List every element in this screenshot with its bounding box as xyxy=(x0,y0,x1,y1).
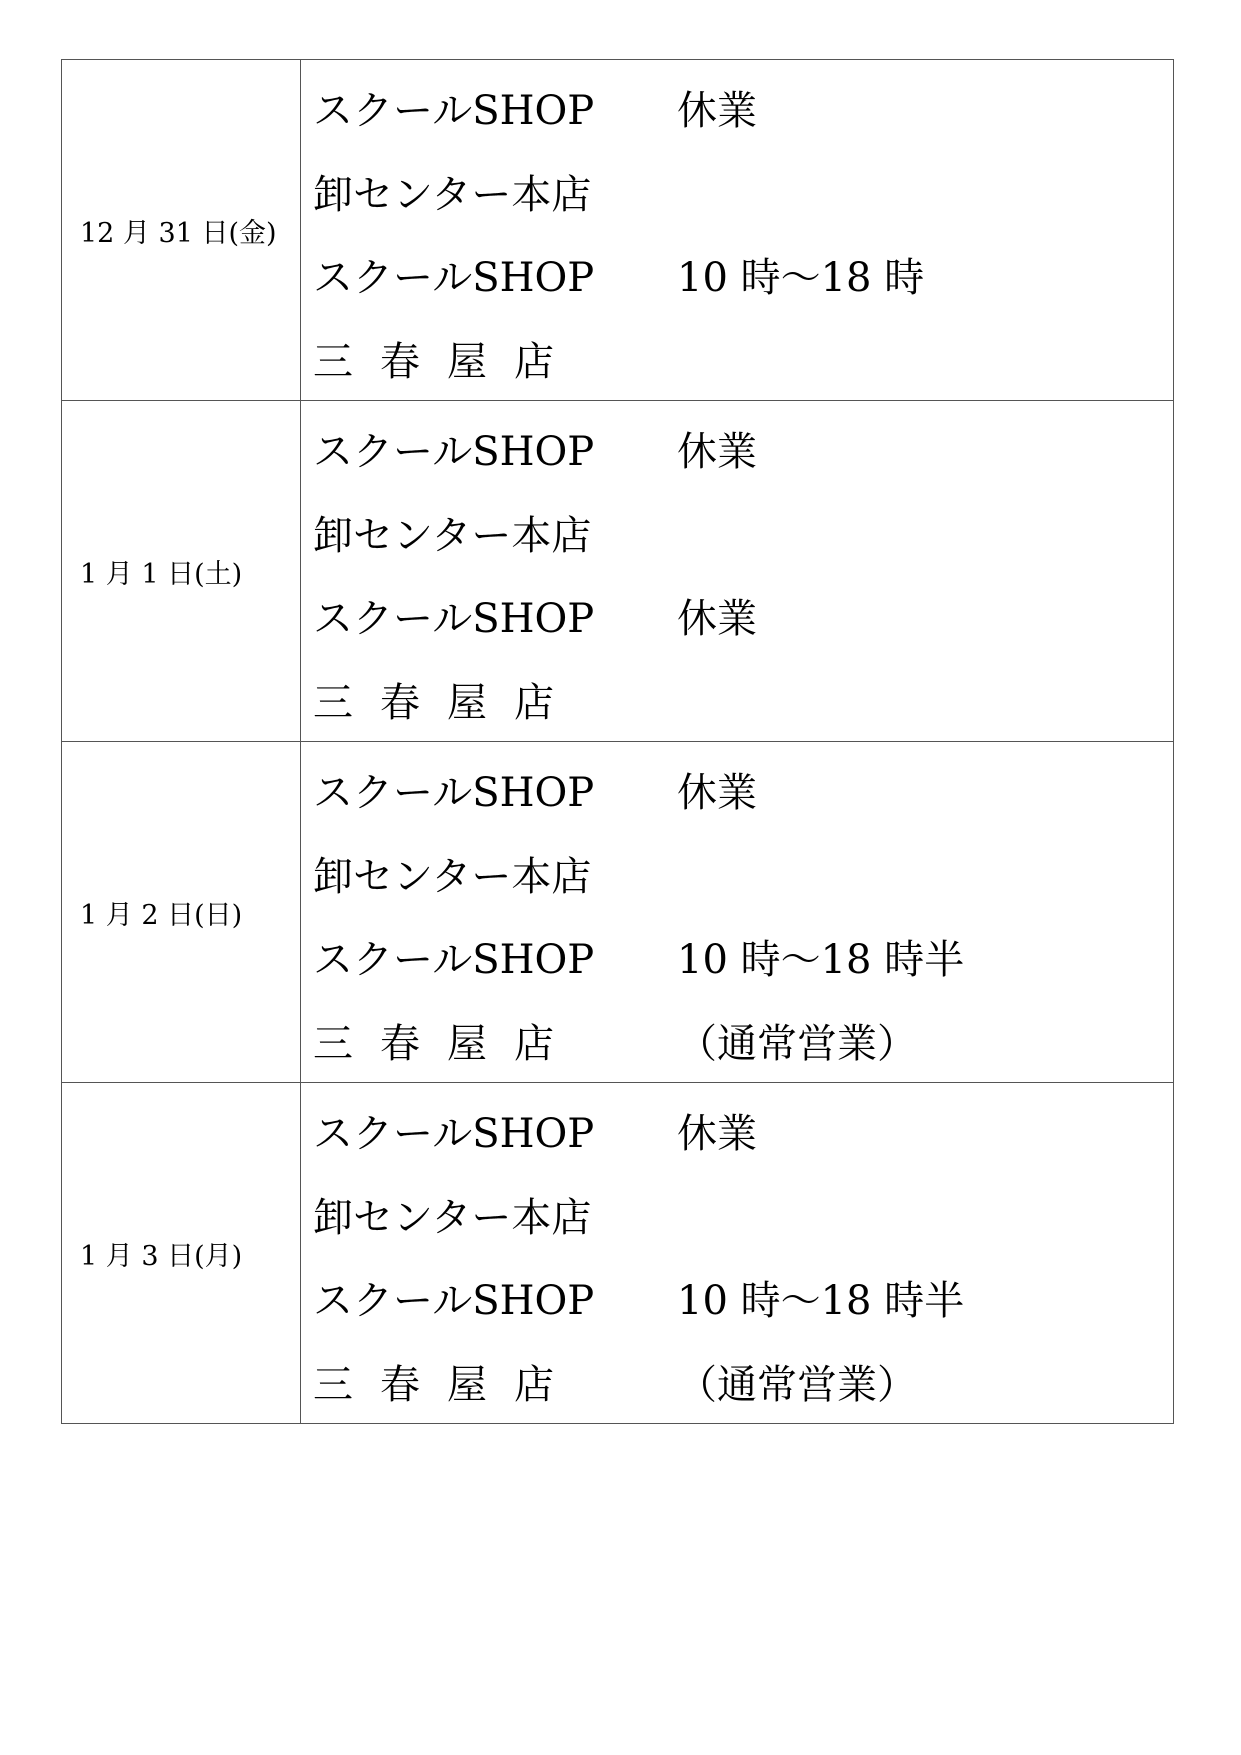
store-hours-cell xyxy=(301,742,1174,1083)
store-status: （通常営業） xyxy=(677,1361,917,1408)
store-location: 卸センター本店 xyxy=(313,512,592,559)
store-name: スクールSHOP xyxy=(313,255,595,302)
store-location: 三春屋店 xyxy=(313,338,581,385)
store-line-location xyxy=(313,491,1173,575)
store-status: 休業 xyxy=(677,88,757,135)
store-line-school-shop xyxy=(313,233,1173,317)
store-status: 10 時～18 時半 xyxy=(677,1278,965,1325)
store-location: 卸センター本店 xyxy=(313,171,592,218)
store-name: スクールSHOP xyxy=(313,1111,595,1158)
holiday-hours-table xyxy=(61,59,1174,1424)
store-name: スクールSHOP xyxy=(313,770,595,817)
store-line-location xyxy=(313,317,1173,401)
store-line-location xyxy=(313,832,1173,916)
date-cell: 12 月 31 日(金) xyxy=(62,60,301,401)
store-line-school-shop xyxy=(313,1089,1173,1173)
store-line-location xyxy=(313,658,1173,742)
store-status: 休業 xyxy=(677,429,757,476)
store-name: スクールSHOP xyxy=(313,937,595,984)
table-row xyxy=(62,401,1174,742)
store-line-school-shop xyxy=(313,1256,1173,1340)
store-name: スクールSHOP xyxy=(313,429,595,476)
store-status: 10 時～18 時 xyxy=(677,255,925,302)
store-hours-cell xyxy=(301,401,1174,742)
table-row xyxy=(62,1083,1174,1424)
store-line-location xyxy=(313,150,1173,234)
store-location: 三春屋店 xyxy=(313,679,581,726)
store-line-location xyxy=(313,1173,1173,1257)
store-status: 10 時～18 時半 xyxy=(677,937,965,984)
store-line-school-shop xyxy=(313,66,1173,150)
store-hours-cell xyxy=(301,60,1174,401)
store-status: 休業 xyxy=(677,770,757,817)
table-row xyxy=(62,742,1174,1083)
store-line-school-shop xyxy=(313,748,1173,832)
store-status: 休業 xyxy=(677,596,757,643)
store-line-school-shop xyxy=(313,407,1173,491)
store-status: （通常営業） xyxy=(677,1020,917,1067)
store-name: スクールSHOP xyxy=(313,596,595,643)
store-line-school-shop xyxy=(313,574,1173,658)
store-line-location xyxy=(313,999,1173,1083)
store-location: 卸センター本店 xyxy=(313,853,592,900)
table-row xyxy=(62,60,1174,401)
store-location: 三春屋店 xyxy=(313,1020,581,1067)
store-status: 休業 xyxy=(677,1111,757,1158)
date-cell: 1 月 3 日(月) xyxy=(62,1083,301,1424)
store-name: スクールSHOP xyxy=(313,1278,595,1325)
store-line-location xyxy=(313,1340,1173,1424)
store-hours-cell xyxy=(301,1083,1174,1424)
date-cell: 1 月 2 日(日) xyxy=(62,742,301,1083)
date-cell: 1 月 1 日(土) xyxy=(62,401,301,742)
store-location: 卸センター本店 xyxy=(313,1194,592,1241)
store-location: 三春屋店 xyxy=(313,1361,581,1408)
store-name: スクールSHOP xyxy=(313,88,595,135)
store-line-school-shop xyxy=(313,915,1173,999)
